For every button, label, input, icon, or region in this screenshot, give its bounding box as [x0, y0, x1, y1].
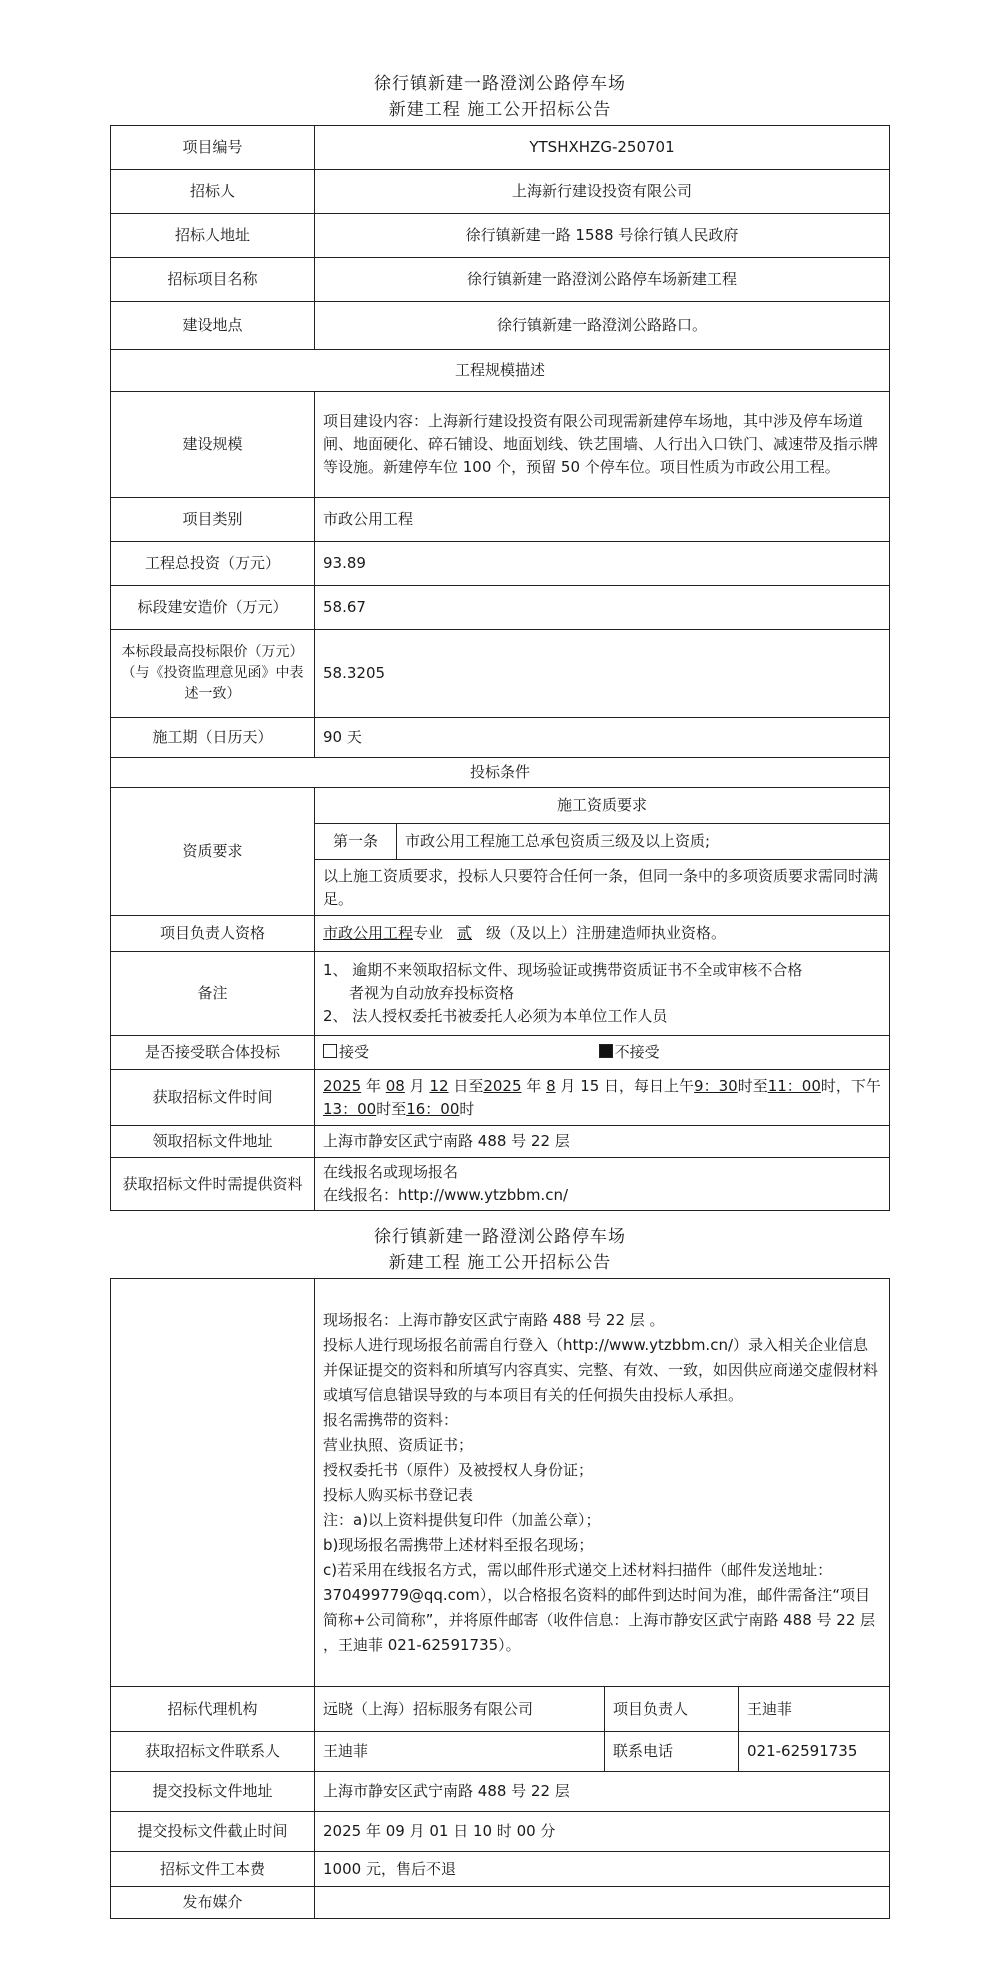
- materials-line-1: 在线报名或现场报名: [323, 1163, 459, 1181]
- row-materials-cont: [111, 1279, 890, 1687]
- row-conditions-section: [111, 758, 890, 788]
- materials-line-2: 在线报名：http://www.ytzbbm.cn/: [323, 1186, 569, 1204]
- remark-item-1: 1、 逾期不来领取招标文件、现场验证或携带资质证书不全或审核不合格: [323, 961, 803, 979]
- fee-value: 1000 元，售后不退: [315, 1852, 890, 1887]
- cont-line-register: 投标人进行现场报名前需自行登入（http://www.ytzbbm.cn/）录入相关企业信息并保证提交的资料和所填写内容真实、完整、有效、一致，如因供应商递交虚假材料或填写信息错误导致的与本项目有关的任何损失由投标人承担。: [323, 1335, 879, 1404]
- investment-label: 工程总投资（万元）: [111, 542, 315, 586]
- contact-label: 获取招标文件联系人: [111, 1732, 315, 1772]
- pm-tail: 级（及以上）注册建造师执业资格。: [486, 924, 727, 942]
- deadline-value: 2025 年 09 月 01 日 10 时 00 分: [315, 1812, 890, 1852]
- phone-label: 联系电话: [605, 1732, 739, 1772]
- obtain-addr-value: 上海市静安区武宁南路 488 号 22 层: [315, 1126, 890, 1158]
- nian-2: 年: [526, 1076, 542, 1095]
- submit-addr-label: 提交投标文件地址: [111, 1772, 315, 1812]
- project-name-label: 招标项目名称: [111, 258, 315, 302]
- yue-1: 月: [409, 1076, 425, 1095]
- safety-price-label: 标段建安造价（万元）: [111, 586, 315, 630]
- joint-accept-checkbox: [323, 1044, 337, 1058]
- tenderer-address-label: 招标人地址: [111, 214, 315, 258]
- remark-value: [315, 952, 890, 1036]
- remark-label: 备注: [111, 952, 315, 1036]
- materials-label: 获取招标文件时需提供资料: [111, 1158, 315, 1211]
- row-project-no: [111, 126, 890, 170]
- deadline-label: 提交投标文件截止时间: [111, 1812, 315, 1852]
- site-label: 建设地点: [111, 302, 315, 350]
- row-site: [111, 302, 890, 350]
- row-max-price: [111, 630, 890, 718]
- scale-section-heading: 工程规模描述: [111, 350, 890, 392]
- pm-major: 专业: [413, 924, 444, 942]
- row-fee: [111, 1852, 890, 1887]
- pm-grade: 贰: [457, 924, 473, 942]
- cont-line-license: 营业执照、资质证书；: [323, 1435, 474, 1454]
- joint-reject-checkbox: [599, 1044, 613, 1058]
- scale-text: 项目建设内容：上海新行建设投资有限公司现需新建停车场地，其中涉及停车场道闸、地面硬化、碎石铺设、地面划线、铁艺围墙、人行出入口铁门、减速带及指示牌等设施。新建停车位 100 个，预留 50 个停车位。项目性质为市政公用工程。: [315, 392, 890, 498]
- start-month: 08: [385, 1076, 405, 1095]
- materials-value: [315, 1158, 890, 1211]
- end-month: 8: [546, 1076, 556, 1095]
- cont-line-note-b: b)现场报名需携带上述材料至报名现场；: [323, 1535, 594, 1554]
- pm-end: 16：00: [406, 1099, 460, 1118]
- media-value: [315, 1887, 890, 1919]
- tenderer-label: 招标人: [111, 170, 315, 214]
- investment-value: 93.89: [315, 542, 890, 586]
- max-price-value: 58.3205: [315, 630, 890, 718]
- shi-zhi-1: 时至: [737, 1076, 768, 1095]
- pm-field: 市政公用工程: [323, 924, 414, 942]
- phone-value: 021-62591735: [739, 1732, 890, 1772]
- conditions-section-heading: 投标条件: [111, 758, 890, 788]
- shi-zhi-2: 时至: [376, 1099, 407, 1118]
- end-year: 2025: [483, 1076, 522, 1095]
- tender-table-page2: [110, 1278, 890, 1919]
- start-year: 2025: [323, 1076, 362, 1095]
- project-no-label: 项目编号: [111, 126, 315, 170]
- submit-addr-value: 上海市静安区武宁南路 488 号 22 层: [315, 1772, 890, 1812]
- row-investment: [111, 542, 890, 586]
- row-tenderer: [111, 170, 890, 214]
- agency-label: 招标代理机构: [111, 1687, 315, 1732]
- joint-accept-label: 接受: [339, 1043, 370, 1061]
- period-value: 90 天: [315, 718, 890, 758]
- row-deadline: [111, 1812, 890, 1852]
- qual-item-text: 市政公用工程施工总承包资质三级及以上资质;: [397, 824, 890, 860]
- tenderer-address-value: 徐行镇新建一路 1588 号徐行镇人民政府: [315, 214, 890, 258]
- row-obtain-addr: [111, 1126, 890, 1158]
- row-pm: [111, 916, 890, 952]
- manager-value: 王迪菲: [739, 1687, 890, 1732]
- joint-value: [315, 1036, 890, 1070]
- qual-item-no: 第一条: [315, 824, 397, 860]
- row-joint: [111, 1036, 890, 1070]
- row-contact: [111, 1732, 890, 1772]
- fee-label: 招标文件工本费: [111, 1852, 315, 1887]
- cont-line-note-a: 注：a)以上资料提供复印件（加盖公章）；: [323, 1510, 601, 1529]
- joint-label: 是否接受联合体投标: [111, 1036, 315, 1070]
- materials-cont-value: [315, 1279, 890, 1687]
- safety-price-value: 58.67: [315, 586, 890, 630]
- row-remark: [111, 952, 890, 1036]
- row-period: [111, 718, 890, 758]
- scale-label: 建设规模: [111, 392, 315, 498]
- row-category: [111, 498, 890, 542]
- materials-cont-label: [111, 1279, 315, 1687]
- row-scale-section: [111, 350, 890, 392]
- shi-end: 时: [459, 1099, 475, 1118]
- project-no-value: YTSHXHZG-250701: [315, 126, 890, 170]
- tenderer-value: 上海新行建设投资有限公司: [315, 170, 890, 214]
- joint-reject-label: 不接受: [614, 1043, 660, 1061]
- cont-line-form: 投标人购买标书登记表: [323, 1485, 474, 1504]
- project-name-value: 徐行镇新建一路澄浏公路停车场新建工程: [315, 258, 890, 302]
- remark-item-1-cont: 者视为自动放弃投标资格: [349, 984, 515, 1002]
- period-label: 施工期（日历天）: [111, 718, 315, 758]
- pm-start: 13：00: [323, 1099, 377, 1118]
- remark-item-2: 2、 法人授权委托书被委托人必须为本单位工作人员: [323, 1007, 668, 1025]
- page2-title-line2: 新建工程 施工公开招标公告: [388, 1253, 612, 1273]
- cont-line-onsite: 现场报名：上海市静安区武宁南路 488 号 22 层 。: [323, 1310, 665, 1329]
- row-safety-price: [111, 586, 890, 630]
- contact-value: 王迪菲: [315, 1732, 605, 1772]
- ri-zhi: 日至: [453, 1076, 484, 1095]
- manager-label: 项目负责人: [605, 1687, 739, 1732]
- qual-header: 施工资质要求: [315, 788, 890, 824]
- row-project-name: [111, 258, 890, 302]
- cont-line-authorization: 授权委托书（原件）及被授权人身份证；: [323, 1460, 594, 1479]
- tender-table-page1: [110, 125, 890, 1211]
- row-qual-header: [111, 788, 890, 824]
- cont-line-note-c: c)若采用在线报名方式，需以邮件形式递交上述材料扫描件（邮件发送地址：370499779@qq.com），以合格报名资料的邮件到达时间为准，邮件需备注“项目简称+公司简称”，并将原件邮寄（收件信息：上海市静安区武宁南路 488 号 22 层 ，王迪菲 021-62591735）。: [323, 1560, 876, 1654]
- end-day-tail: 月 15 日，每日上午: [560, 1076, 695, 1095]
- row-tenderer-address: [111, 214, 890, 258]
- start-day: 12: [429, 1076, 449, 1095]
- qual-label: 资质要求: [111, 788, 315, 916]
- nian-1: 年: [365, 1076, 381, 1095]
- page1-title-line1: 徐行镇新建一路澄浏公路停车场: [374, 74, 626, 94]
- page2-title-line1: 徐行镇新建一路澄浏公路停车场: [374, 1227, 626, 1247]
- category-label: 项目类别: [111, 498, 315, 542]
- row-materials: [111, 1158, 890, 1211]
- row-obtain-time: [111, 1070, 890, 1126]
- max-price-label: 本标段最高投标限价（万元）（与《投资监理意见函》中表述一致）: [111, 630, 315, 718]
- media-label: 发布媒介: [111, 1887, 315, 1919]
- row-media: [111, 1887, 890, 1919]
- agency-value: 远晓（上海）招标服务有限公司: [315, 1687, 605, 1732]
- pm-value: [315, 916, 890, 952]
- site-value: 徐行镇新建一路澄浏公路路口。: [315, 302, 890, 350]
- obtain-addr-label: 领取招标文件地址: [111, 1126, 315, 1158]
- cont-line-bring: 报名需携带的资料：: [323, 1410, 459, 1429]
- obtain-time-value: [315, 1070, 890, 1126]
- row-agency: [111, 1687, 890, 1732]
- page1-title-line2: 新建工程 施工公开招标公告: [388, 100, 612, 120]
- pm-label: 项目负责人资格: [111, 916, 315, 952]
- am-start: 9：30: [694, 1076, 738, 1095]
- category-value: 市政公用工程: [315, 498, 890, 542]
- am-end: 11：00: [767, 1076, 821, 1095]
- obtain-time-label: 获取招标文件时间: [111, 1070, 315, 1126]
- qual-note: 以上施工资质要求，投标人只要符合任何一条，但同一条中的多项资质要求需同时满足。: [315, 860, 890, 916]
- row-submit-addr: [111, 1772, 890, 1812]
- pm-head: 时，下午: [820, 1076, 881, 1095]
- row-scale: [111, 392, 890, 498]
